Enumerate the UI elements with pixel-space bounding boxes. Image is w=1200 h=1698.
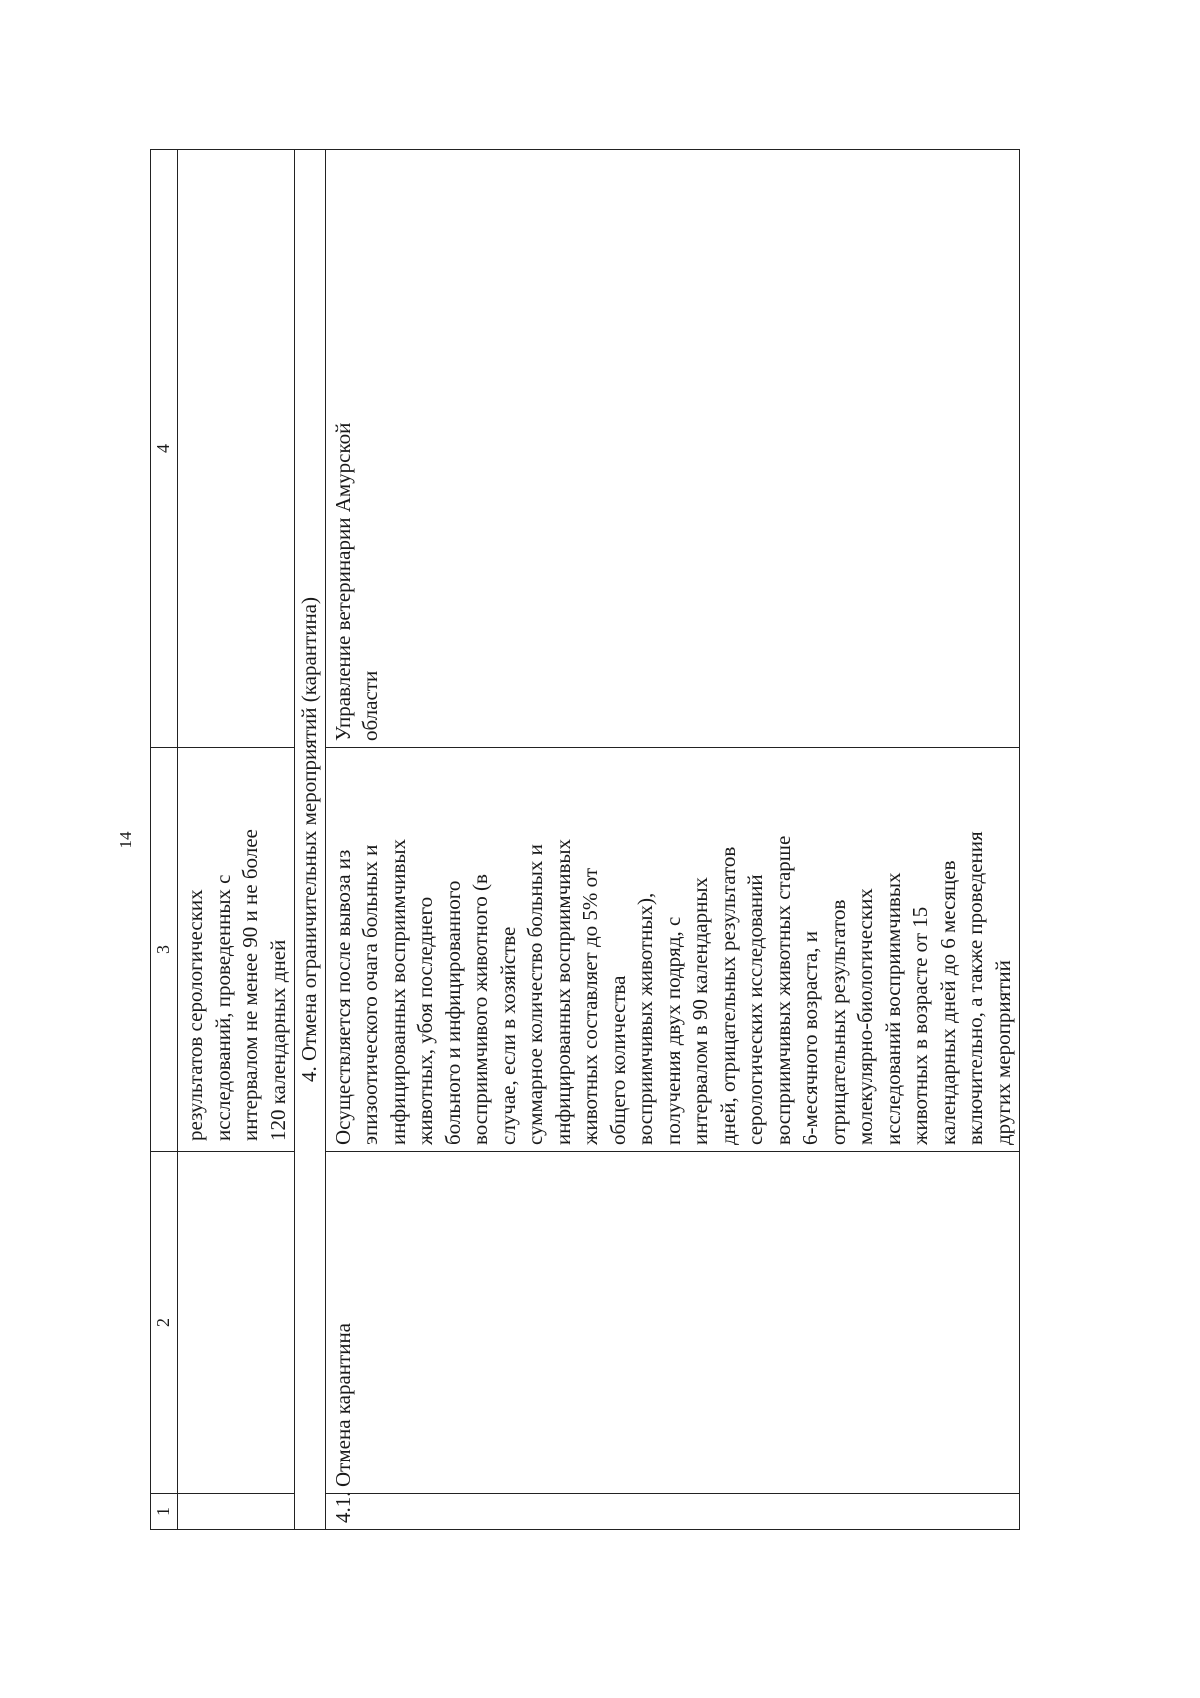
text-line: интервалом не менее 90 и не более <box>238 829 262 1141</box>
text-line: дней, отрицательных результатов <box>715 846 740 1145</box>
text-line: области <box>358 670 382 741</box>
text-line: календарных дней до 6 месяцев <box>935 860 960 1145</box>
text-line: инфицированных восприимчивых <box>385 838 410 1145</box>
text-line: отрицательных результатов <box>825 899 850 1145</box>
text-line: исследований восприимчивых <box>880 872 905 1145</box>
text-line: других мероприятий <box>990 960 1015 1145</box>
text-line: случае, если в хозяйстве <box>495 926 520 1145</box>
text-line: 120 календарных дней <box>265 939 290 1141</box>
header-col-4: 4 <box>151 150 178 748</box>
header-col-3: 3 <box>151 748 178 1152</box>
text-line: восприимчивых животных старше <box>770 835 795 1145</box>
text-line: включительно, а также проведения <box>963 831 987 1145</box>
text-line: интервалом в 90 календарных <box>688 877 712 1145</box>
header-col-2: 2 <box>151 1152 178 1494</box>
rotated-table-container <box>150 150 1015 1530</box>
row-description <box>325 748 1020 1152</box>
continuation-col-2 <box>178 1152 295 1494</box>
measures-table <box>150 149 1020 1530</box>
header-row <box>151 150 178 1530</box>
text-line: Осуществляется после вывоза из <box>330 849 355 1145</box>
page-number: 14 <box>116 831 135 849</box>
text-line: суммарное количество больных и <box>523 844 547 1145</box>
row-responsible <box>325 150 1020 748</box>
text-line: животных в возрасте от 15 <box>908 906 932 1145</box>
section-heading-row <box>295 150 326 1530</box>
text-line: Управление ветеринарии Амурской <box>330 422 355 741</box>
continuation-row <box>178 150 295 1530</box>
row-measure-name: Отмена карантина <box>325 1152 1020 1494</box>
text-line: исследований, проведенных с <box>210 874 235 1141</box>
text-line: животных, убоя последнего <box>413 896 437 1145</box>
text-line: общего количества <box>605 975 630 1145</box>
table-row <box>325 150 1020 1530</box>
text-line: молекулярно-биологических <box>853 888 877 1145</box>
text-line: животных составляет до 5% от <box>578 867 602 1145</box>
document-table-area <box>150 150 1015 1530</box>
text-line: 6-месячного возраста, и <box>798 931 822 1145</box>
text-line: эпизоотического очага больных и <box>358 844 382 1145</box>
section-heading: 4. Отмена ограничительных мероприятий (карантина) <box>295 150 326 1530</box>
continuation-text <box>178 748 295 1152</box>
text-line: больного и инфицированного <box>440 880 465 1145</box>
row-number: 4.1. <box>325 1494 1020 1530</box>
text-line: инфицированных восприимчивых <box>550 838 575 1145</box>
header-col-1: 1 <box>151 1494 178 1530</box>
text-line: получения двух подряд, с <box>660 916 685 1145</box>
text-line: результатов серологических <box>183 889 207 1141</box>
text-line: восприимчивых животных), <box>633 892 657 1145</box>
continuation-col-1 <box>178 1494 295 1530</box>
continuation-col-4 <box>178 150 295 748</box>
text-line: восприимчивого животного (в <box>468 874 492 1145</box>
text-line: серологических исследований <box>743 874 767 1145</box>
